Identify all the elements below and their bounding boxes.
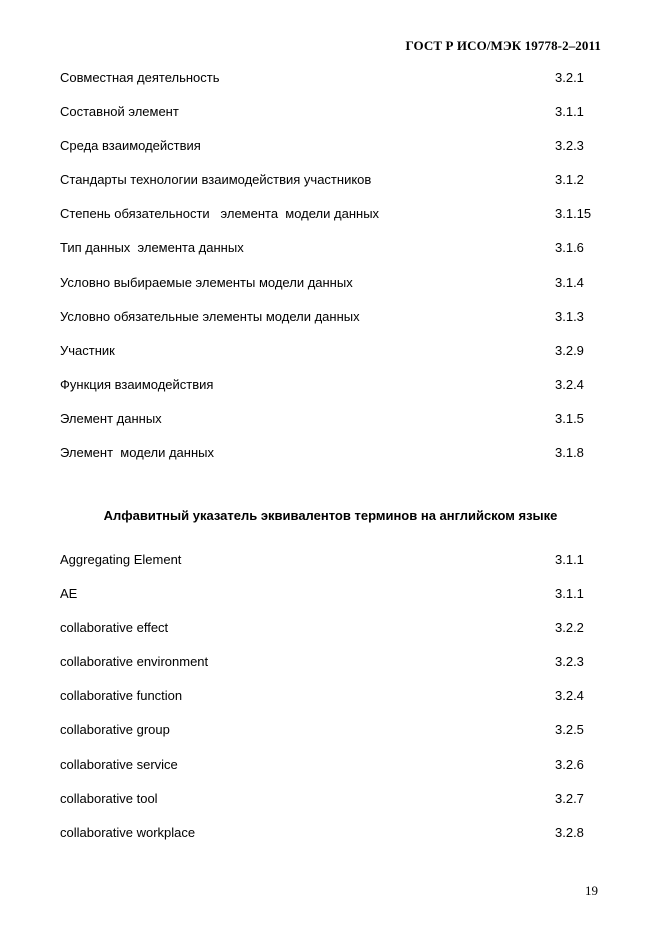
index-term: Составной элемент xyxy=(60,104,179,120)
index-term: Стандарты технологии взаимодействия участников xyxy=(60,172,372,188)
index-term: Aggregating Element xyxy=(60,552,182,567)
index-row xyxy=(60,445,610,479)
document-header: ГОСТ Р ИСО/МЭК 19778-2–2011 xyxy=(405,38,601,53)
index-row xyxy=(60,104,610,138)
index-ref: 3.2.2 xyxy=(555,620,584,636)
index-row xyxy=(60,377,610,411)
index-term: Среда взаимодействия xyxy=(60,138,201,154)
index-ref: 3.2.6 xyxy=(555,756,584,772)
index-ref: 3.1.4 xyxy=(555,274,584,290)
russian-term-index xyxy=(60,70,610,479)
index-ref: 3.2.4 xyxy=(555,688,584,704)
index-ref: 3.1.1 xyxy=(555,586,584,602)
index-term: collaborative function xyxy=(60,688,183,704)
index-ref: 3.1.6 xyxy=(555,240,584,256)
index-row xyxy=(60,791,610,825)
index-row xyxy=(60,309,610,343)
english-term-index xyxy=(60,552,610,859)
index-row xyxy=(60,343,610,377)
index-ref: 3.2.7 xyxy=(555,790,584,806)
index-term: collaborative group xyxy=(60,722,170,738)
index-row xyxy=(60,240,610,274)
index-row xyxy=(60,688,610,722)
index-row xyxy=(60,722,610,756)
index-term: collaborative service xyxy=(60,756,178,772)
index-ref: 3.2.3 xyxy=(555,138,584,154)
index-ref: 3.1.1 xyxy=(555,552,584,567)
index-row xyxy=(60,552,610,586)
index-row xyxy=(60,411,610,445)
index-row xyxy=(60,586,610,620)
index-term: collaborative workplace xyxy=(60,824,196,840)
index-ref: 3.1.15 xyxy=(555,206,592,222)
index-ref: 3.1.8 xyxy=(555,445,584,461)
index-term: Элемент данных xyxy=(60,410,162,426)
index-term: collaborative effect xyxy=(60,620,169,636)
index-ref: 3.1.3 xyxy=(555,308,584,324)
index-term: Совместная деятельность xyxy=(60,70,220,85)
index-ref: 3.1.5 xyxy=(555,410,584,426)
index-term: Функция взаимодействия xyxy=(60,376,214,392)
index-ref: 3.1.1 xyxy=(555,104,584,120)
index-term: collaborative environment xyxy=(60,654,209,670)
page-number: 19 xyxy=(585,883,598,898)
index-ref: 3.2.4 xyxy=(555,376,584,392)
index-row xyxy=(60,206,610,240)
index-ref: 3.2.5 xyxy=(555,722,584,738)
index-ref: 3.2.9 xyxy=(555,342,584,358)
index-term: AE xyxy=(60,586,78,602)
index-term: Тип данных элемента данных xyxy=(60,240,244,256)
index-ref: 3.2.8 xyxy=(555,824,584,840)
index-term: Степень обязательности элемента модели данных xyxy=(60,206,380,222)
index-term: Участник xyxy=(60,342,115,358)
index-ref: 3.2.1 xyxy=(555,70,584,85)
index-row xyxy=(60,275,610,309)
index-row xyxy=(60,172,610,206)
index-term: Элемент модели данных xyxy=(60,445,214,461)
index-row xyxy=(60,654,610,688)
index-row xyxy=(60,825,610,859)
index-term: Условно обязательные элементы модели данных xyxy=(60,308,360,324)
index-ref: 3.1.2 xyxy=(555,172,584,188)
section-title: Алфавитный указатель эквивалентов терминов на английском языке xyxy=(103,508,558,523)
index-term: Условно выбираемые элементы модели данных xyxy=(60,274,353,290)
index-row xyxy=(60,138,610,172)
index-ref: 3.2.3 xyxy=(555,654,584,670)
index-row xyxy=(60,620,610,654)
index-term: collaborative tool xyxy=(60,790,158,806)
index-row xyxy=(60,757,610,791)
index-row xyxy=(60,70,610,104)
